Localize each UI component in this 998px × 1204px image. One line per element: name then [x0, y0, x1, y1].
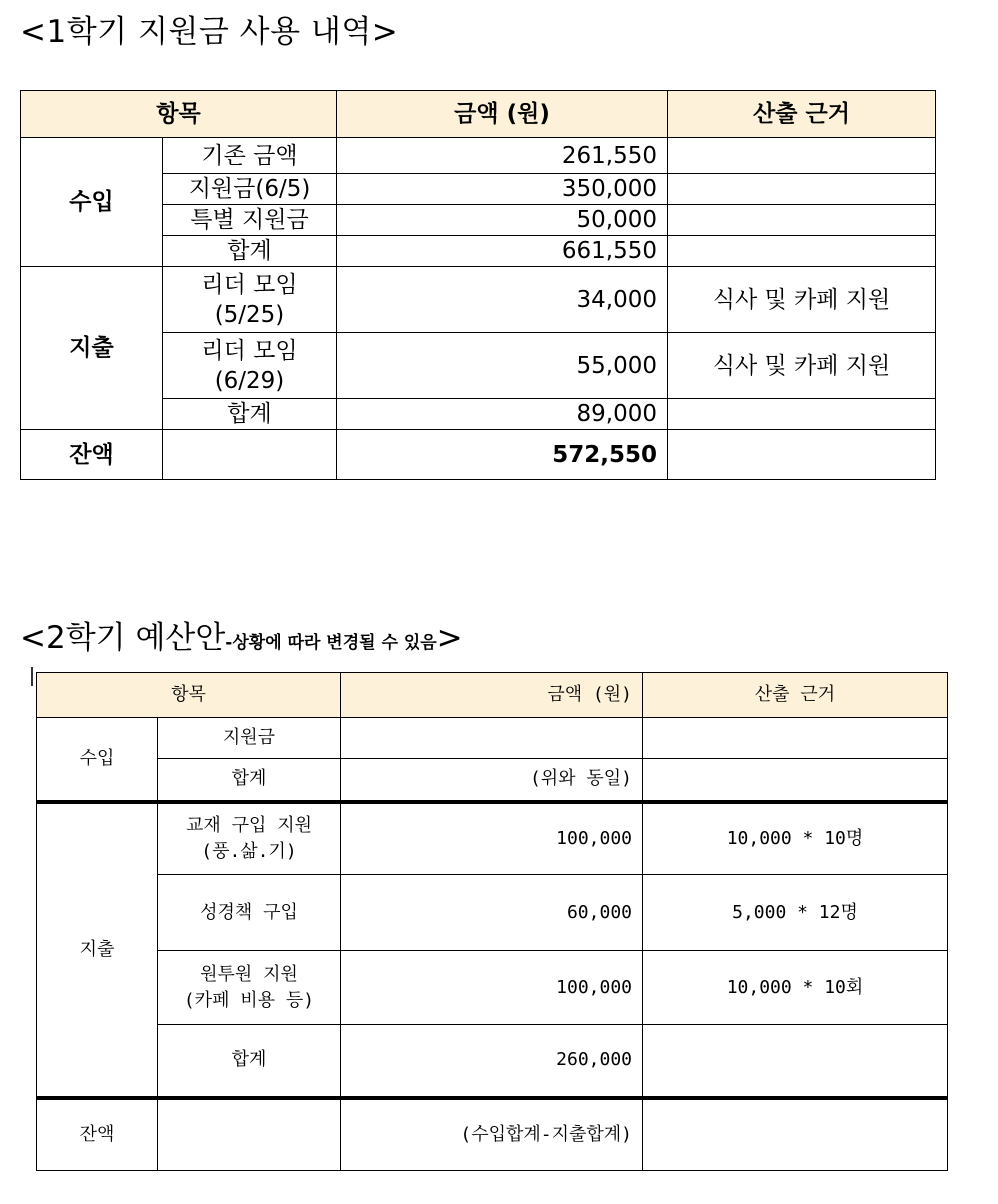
table-row [21, 430, 936, 480]
row-item: 성경책 구입 [158, 875, 341, 951]
table-row [37, 1025, 948, 1098]
row-amount: (위와 동일) [341, 759, 643, 802]
row-item [163, 430, 337, 480]
balance-label: 잔액 [21, 430, 163, 480]
row-basis [668, 138, 936, 174]
row-basis [643, 1098, 948, 1171]
row-basis [668, 174, 936, 205]
row-item: 합계 [158, 1025, 341, 1098]
row-amount: 661,550 [337, 236, 668, 267]
header-basis: 산출 근거 [643, 673, 948, 718]
table-header-row [37, 673, 948, 718]
section2-heading [20, 612, 463, 657]
row-item-line1: 교재 구입 지원 [185, 814, 312, 836]
table-row [37, 1098, 948, 1171]
row-item: 합계 [163, 236, 337, 267]
row-item-line2: (카페 비용 등) [183, 989, 315, 1011]
row-amount: 89,000 [337, 399, 668, 430]
row-basis [668, 399, 936, 430]
table-header-row [21, 91, 936, 138]
table-row [37, 802, 948, 875]
row-item-line2: (5/25) [214, 301, 285, 328]
row-amount: 260,000 [341, 1025, 643, 1098]
row-basis [668, 205, 936, 236]
row-basis [643, 1025, 948, 1098]
row-basis: 10,000 * 10회 [643, 951, 948, 1025]
table-row [37, 951, 948, 1025]
row-item: 특별 지원금 [163, 205, 337, 236]
table-row [21, 138, 936, 174]
table-row [21, 267, 936, 333]
row-basis: 10,000 * 10명 [643, 802, 948, 875]
row-amount: 350,000 [337, 174, 668, 205]
row-item-line2: (6/29) [214, 367, 285, 394]
row-item [158, 802, 341, 875]
row-item-line1: 리더 모임 [201, 337, 298, 364]
row-item [158, 951, 341, 1025]
row-amount: 55,000 [337, 333, 668, 399]
header-basis: 산출 근거 [668, 91, 936, 138]
row-item-line1: 원투원 지원 [200, 963, 298, 985]
header-item: 항목 [21, 91, 337, 138]
row-amount: 34,000 [337, 267, 668, 333]
expense-label: 지출 [37, 802, 158, 1098]
row-basis [668, 430, 936, 480]
section2-heading-end: > [436, 620, 463, 656]
expense-label: 지출 [21, 267, 163, 430]
row-item: 합계 [163, 399, 337, 430]
section1-heading: <1학기 지원금 사용 내역> [20, 14, 399, 50]
header-item: 항목 [37, 673, 341, 718]
table-row [37, 875, 948, 951]
row-item: 합계 [158, 759, 341, 802]
row-amount: 100,000 [341, 802, 643, 875]
row-basis: 5,000 * 12명 [643, 875, 948, 951]
row-item [163, 267, 337, 333]
row-amount: 261,550 [337, 138, 668, 174]
row-basis: 식사 및 카페 지원 [668, 333, 936, 399]
row-item: 지원금 [158, 718, 341, 759]
row-basis [643, 759, 948, 802]
balance-amount: (수입합계-지출합계) [341, 1098, 643, 1171]
semester1-usage-table [20, 90, 936, 480]
row-item: 지원금(6/5) [163, 174, 337, 205]
table-row [37, 759, 948, 802]
balance-amount: 572,550 [337, 430, 668, 480]
row-basis: 식사 및 카페 지원 [668, 267, 936, 333]
row-amount [341, 718, 643, 759]
row-amount: 60,000 [341, 875, 643, 951]
table-row [37, 718, 948, 759]
header-amount: 금액 (원) [341, 673, 643, 718]
row-item-line1: 리더 모임 [201, 271, 298, 298]
income-label: 수입 [21, 138, 163, 267]
row-item-line2: (풍.삶.기) [201, 840, 297, 862]
text-cursor [31, 667, 33, 686]
row-basis [668, 236, 936, 267]
row-amount: 50,000 [337, 205, 668, 236]
row-amount: 100,000 [341, 951, 643, 1025]
row-item [163, 333, 337, 399]
row-basis [643, 718, 948, 759]
row-item [158, 1098, 341, 1171]
section2-heading-main: <2학기 예산안 [20, 620, 226, 656]
row-item: 기존 금액 [163, 138, 337, 174]
income-label: 수입 [37, 718, 158, 802]
semester2-budget-table [36, 672, 948, 1171]
section2-heading-note: -상황에 따라 변경될 수 있음 [225, 633, 437, 653]
header-amount: 금액 (원) [337, 91, 668, 138]
balance-label: 잔액 [37, 1098, 158, 1171]
